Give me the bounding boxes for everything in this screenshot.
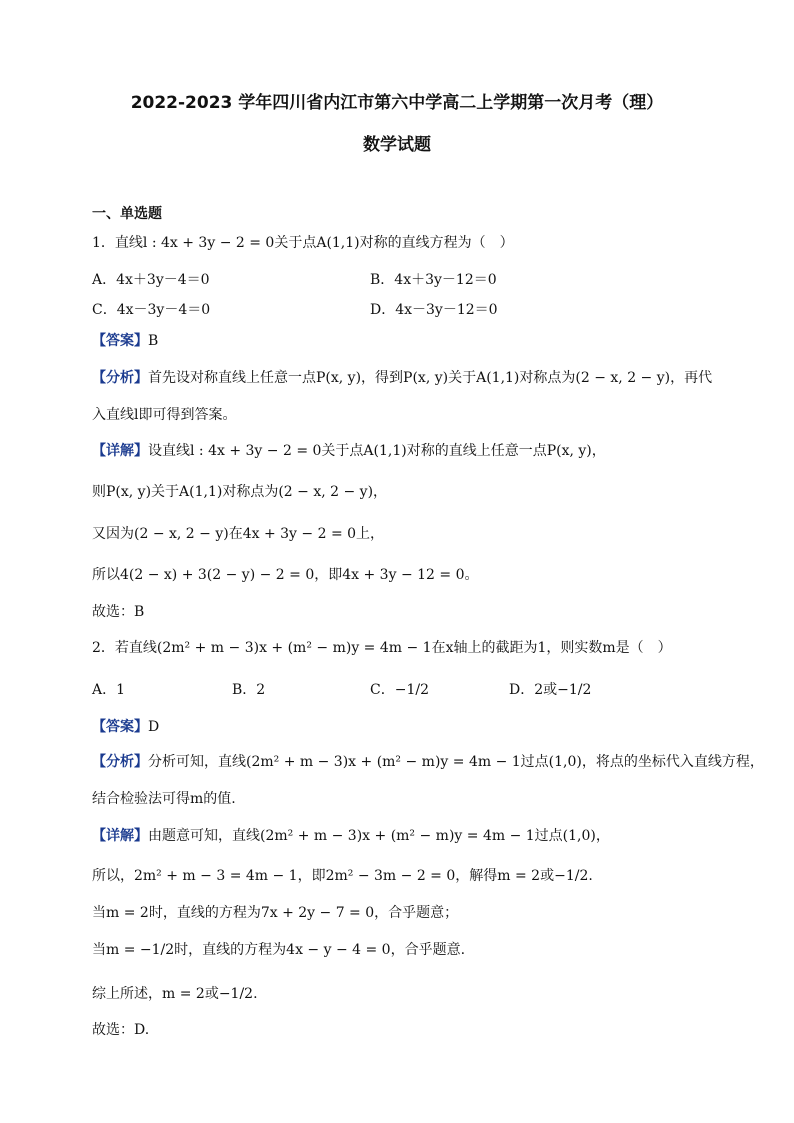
q1-option-a: A．4x＋3y－4＝0 [92, 272, 210, 288]
q2-option-d: D．2或−1/2 [509, 682, 592, 698]
q1-conclusion: 故选：B [92, 604, 145, 620]
q2-conclusion: 故选：D. [92, 1022, 150, 1038]
q1-detail-2: 则P(x, y)关于A(1,1)对称点为(2 − x, 2 − y)， [92, 484, 388, 500]
q1-stem: 1．直线l : 4x + 3y − 2 = 0关于点A(1,1)对称的直线方程为（ ） [92, 235, 514, 251]
analysis-tag: 【分析】 [92, 754, 148, 770]
q1-option-d: D．4x－3y－12＝0 [370, 302, 498, 318]
q1-option-b: B．4x＋3y－12＝0 [370, 272, 497, 288]
q1-detail-3: 又因为(2 − x, 2 − y)在4x + 3y − 2 = 0上， [92, 526, 385, 542]
q1-option-c: C．4x－3y－4＝0 [92, 302, 211, 318]
q2-detail-line [92, 826, 610, 846]
q1-answer: B [148, 333, 159, 349]
analysis-tag: 【分析】 [92, 370, 148, 386]
q2-answer: D [148, 719, 160, 735]
q2-option-a: A．1 [92, 682, 126, 698]
q2-option-c: C．−1/2 [370, 682, 429, 698]
q2-answer-line [92, 717, 159, 737]
q1-detail-4: 所以4(2 − x) + 3(2 − y) − 2 = 0，即4x + 3y − 12 = 0。 [92, 567, 479, 583]
document-title: 2022-2023 学年四川省内江市第六中学高二上学期第一次月考（理） [130, 93, 664, 113]
q2-detail-4: 当m = −1/2时，直线的方程为4x − y − 4 = 0，合乎题意. [92, 942, 466, 958]
q2-analysis-2: 结合检验法可得m的值. [92, 791, 236, 807]
document-subtitle: 数学试题 [363, 135, 431, 155]
detail-tag: 【详解】 [92, 828, 148, 844]
section-heading: 一、单选题 [92, 206, 162, 222]
q1-detail-1: 设直线l : 4x + 3y − 2 = 0关于点A(1,1)对称的直线上任意一点P(x, y)， [148, 443, 606, 459]
q1-analysis-2: 入直线l即可得到答案。 [92, 407, 237, 423]
q1-answer-line [92, 331, 158, 351]
q2-detail-2: 所以，2m² + m − 3 = 4m − 1，即2m² − 3m − 2 = 0，解得m = 2或−1/2. [92, 868, 593, 884]
q2-option-b: B．2 [232, 682, 266, 698]
answer-tag: 【答案】 [92, 719, 148, 735]
q1-analysis-line [92, 368, 712, 388]
q1-analysis-1: 首先设对称直线上任意一点P(x, y)，得到P(x, y)关于A(1,1)对称点为(2 − x, 2 − y)，再代 [148, 370, 713, 386]
answer-tag: 【答案】 [92, 333, 148, 349]
q2-stem: 2．若直线(2m² + m − 3)x + (m² − m)y = 4m − 1在x轴上的截距为1，则实数m是（ ） [92, 640, 672, 656]
q2-analysis-line [92, 752, 764, 772]
detail-tag: 【详解】 [92, 443, 148, 459]
q2-detail-1: 由题意可知，直线(2m² + m − 3)x + (m² − m)y = 4m − 1过点(1,0)， [148, 828, 610, 844]
q2-analysis-1: 分析可知，直线(2m² + m − 3)x + (m² − m)y = 4m − 1过点(1,0)，将点的坐标代入直线方程， [148, 754, 764, 770]
q1-detail-line [92, 441, 606, 461]
q2-detail-3: 当m = 2时，直线的方程为7x + 2y − 7 = 0，合乎题意； [92, 905, 459, 921]
q2-detail-5: 综上所述，m = 2或−1/2. [92, 986, 258, 1002]
